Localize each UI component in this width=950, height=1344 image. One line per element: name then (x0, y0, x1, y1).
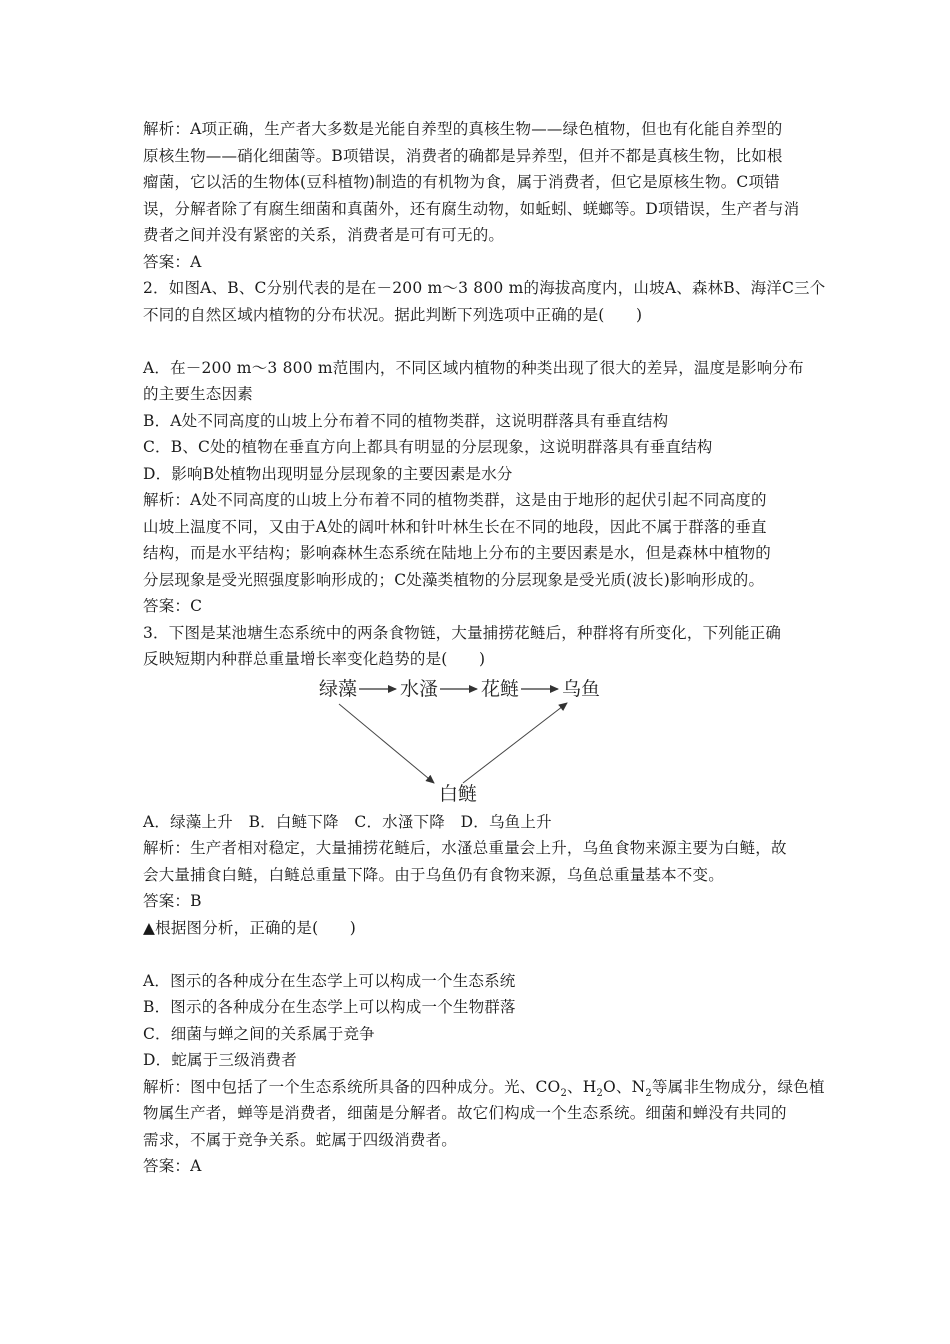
q3-analysis-line: 会大量捕食白鲢，白鲢总重量下降。由于乌鱼仍有食物来源，乌鱼总重量基本不变。 (143, 865, 724, 884)
arrow-bailian-wuyu (463, 703, 567, 783)
q4-analysis-text: 等属非生物成分，绿色植 (651, 1077, 825, 1096)
q2-answer: 答案：C (143, 597, 203, 615)
subscript: 2 (560, 1087, 568, 1099)
q4-analysis-line: 需求，不属于竞争关系。蛇属于四级消费者。 (143, 1130, 458, 1149)
q4-analysis-text: 解析：图中包括了一个生态系统所具备的四种成分。光、CO (143, 1077, 561, 1096)
q2-option-line: C．B、C处的植物在垂直方向上都具有明显的分层现象，这说明群落具有垂直结构 (143, 438, 713, 456)
q2-option-line: A．在－200 m～3 800 m范围内，不同区域内植物的种类出现了很大的差异，温度是影响分布 (143, 358, 804, 377)
q2-analysis-line: 山坡上温度不同，又由于A处的阔叶林和针叶林生长在不同的地段，因此不属于群落的垂直 (143, 517, 767, 536)
q1-analysis-line: 瘤菌，它以活的生物体(豆科植物)制造的有机物为食，属于消费者，但它是原核生物。C项错 (143, 173, 780, 191)
q4-option-line: A．图示的各种成分在生态学上可以构成一个生态系统 (143, 971, 516, 990)
q3-options: A．绿藻上升 B．白鲢下降 C．水溞下降 D．乌鱼上升 (143, 812, 552, 831)
q4-option-line: D．蛇属于三级消费者 (143, 1051, 297, 1069)
q1-analysis-line: 解析：A项正确，生产者大多数是光能自养型的真核生物——绿色植物，但也有化能自养型的 (143, 120, 783, 138)
q2-option-line: B．A处不同高度的山坡上分布着不同的植物类群，这说明群落具有垂直结构 (143, 411, 669, 430)
q3-stem-line: 反映短期内种群总重量增长率变化趋势的是( ) (143, 650, 486, 668)
q4-analysis-text: O、N (603, 1077, 646, 1096)
q3-analysis (143, 835, 811, 888)
node-lvzao: 绿藻 (319, 677, 358, 700)
q4-option-line: B．图示的各种成分在生态学上可以构成一个生物群落 (143, 998, 516, 1016)
q2-stem-line: 不同的自然区域内植物的分布状况。据此判断下列选项中正确的是( ) (143, 305, 643, 324)
q2-stem-line: 2．如图A、B、C分别代表的是在－200 m～3 800 m的海拔高度内，山坡A、森林B、海洋C三个 (143, 279, 826, 297)
q1-answer: 答案：A (143, 252, 202, 271)
q2-option-line: 的主要生态因素 (143, 385, 253, 403)
arrow-lvzao-bailian (339, 704, 434, 783)
q3-answer: 答案：B (143, 892, 202, 910)
q4-analysis (143, 1074, 825, 1154)
q1-analysis-line: 原核生物——硝化细菌等。B项错误，消费者的确都是异养型，但并不都是真核生物，比如根 (143, 146, 783, 165)
q1-analysis (143, 116, 811, 249)
q4-options (143, 968, 811, 1074)
q2-stem (143, 275, 826, 328)
q3-stem-line: 3．下图是某池塘生态系统中的两条食物链，大量捕捞花鲢后，种群将有所变化，下列能正确 (143, 623, 782, 642)
q3-analysis-line: 解析：生产者相对稳定，大量捕捞花鲢后，水溞总重量会上升，乌鱼食物来源主要为白鲢，故 (143, 839, 787, 857)
q4-analysis-line: 物属生产者，蝉等是消费者，细菌是分解者。故它们构成一个生态系统。细菌和蝉没有共同的 (143, 1104, 787, 1122)
node-wuyu: 乌鱼 (562, 677, 601, 700)
q2-analysis-line: 解析：A处不同高度的山坡上分布着不同的植物类群，这是由于地形的起伏引起不同高度的 (143, 491, 767, 509)
q1-analysis-line: 误，分解者除了有腐生细菌和真菌外，还有腐生动物，如蚯蚓、蜣螂等。D项错误，生产者与消 (143, 199, 800, 218)
q4-option-line: C．细菌与蝉之间的关系属于竞争 (143, 1024, 375, 1043)
food-web-diagram (143, 675, 811, 807)
q2-options (143, 355, 811, 488)
node-bailian: 白鲢 (439, 782, 478, 805)
q2-figure-gap (143, 328, 811, 355)
q4-answer: 答案：A (143, 1157, 202, 1175)
q2-analysis (143, 487, 811, 593)
q2-analysis-line: 分层现象是受光照强度影响形成的；C处藻类植物的分层现象是受光质(波长)影响形成的。 (143, 570, 765, 589)
document-page (143, 116, 826, 1180)
q3-stem (143, 620, 811, 673)
q4-figure-gap (143, 941, 811, 968)
q4-stem: ▲根据图分析，正确的是( ) (143, 918, 357, 937)
subscript: 2 (645, 1087, 652, 1099)
q2-analysis-line: 结构，而是水平结构；影响森林生态系统在陆地上分布的主要因素是水，但是森林中植物的 (143, 544, 772, 562)
node-shuizao: 水溞 (400, 677, 439, 700)
node-hualian: 花鲢 (481, 677, 520, 700)
subscript: 2 (596, 1087, 604, 1099)
q2-option-line: D．影响B处植物出现明显分层现象的主要因素是水分 (143, 464, 513, 483)
q1-analysis-line: 费者之间并没有紧密的关系，消费者是可有可无的。 (143, 226, 505, 244)
q4-analysis-line (143, 1074, 825, 1101)
q4-analysis-text: 、H (567, 1077, 597, 1096)
